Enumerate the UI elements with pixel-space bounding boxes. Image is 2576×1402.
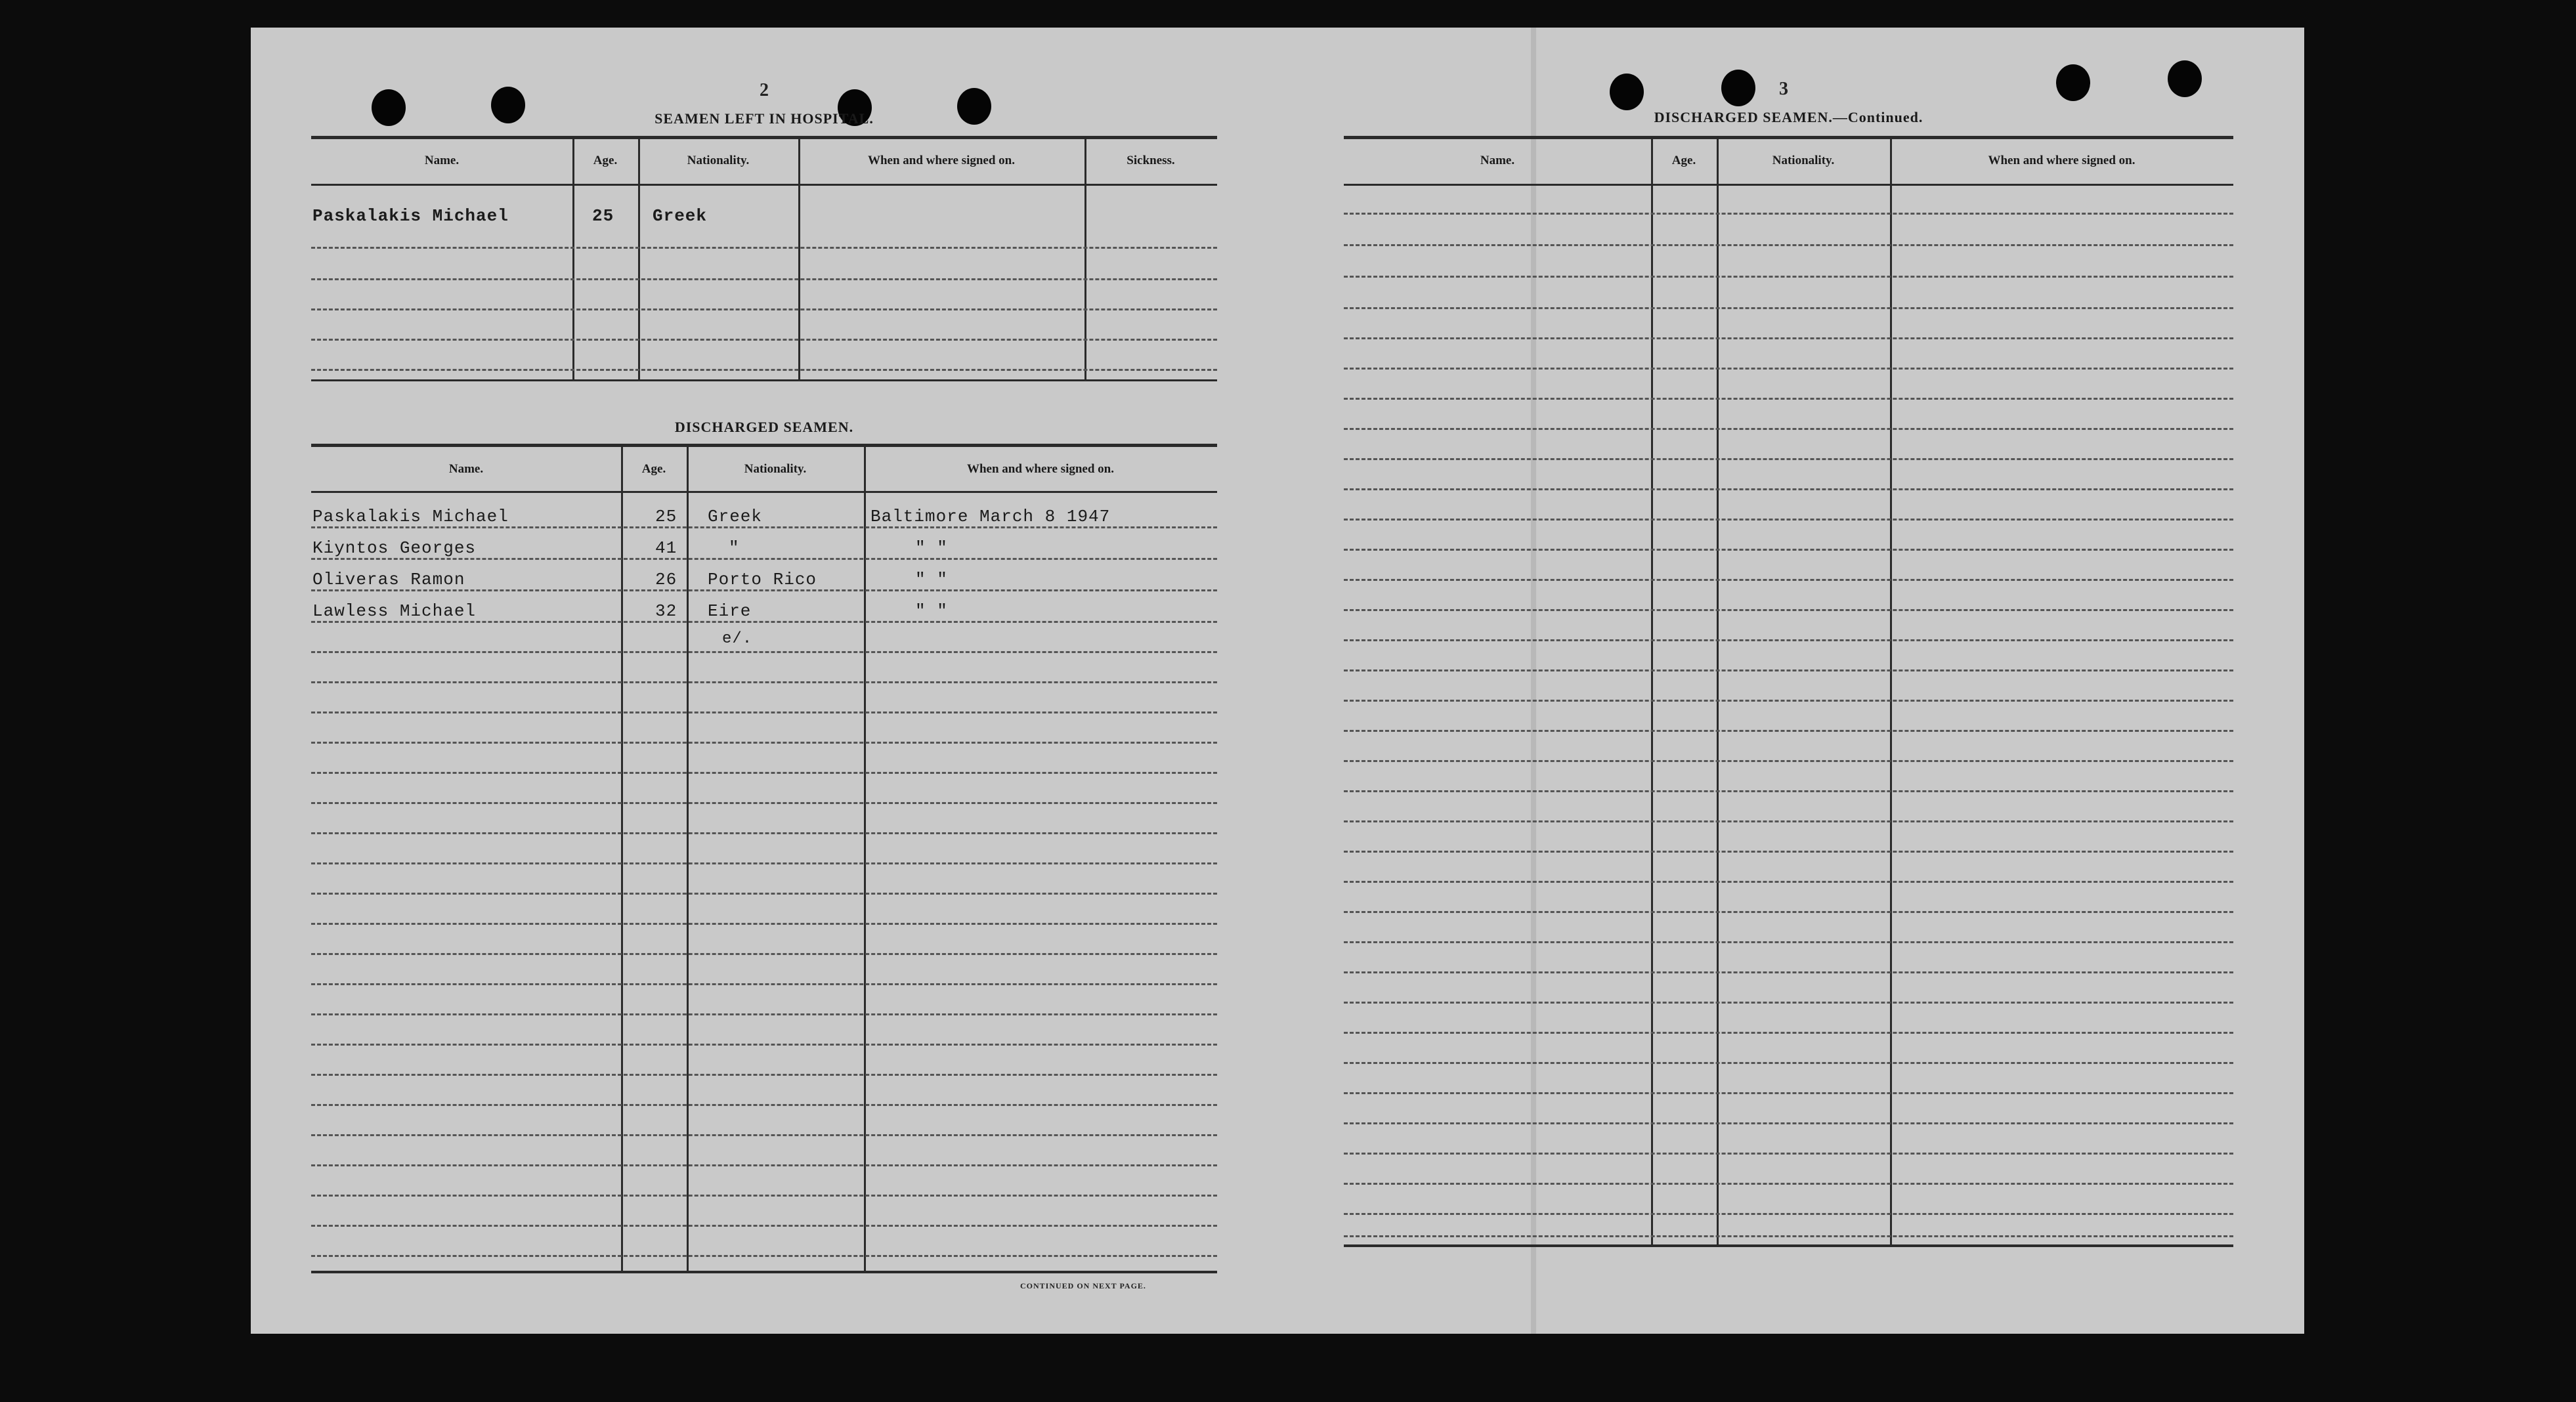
table-top-rule xyxy=(311,444,1217,447)
column-header-age: Age. xyxy=(593,154,618,167)
row-line xyxy=(1344,1235,2233,1237)
row-line xyxy=(311,1044,1217,1046)
row-line xyxy=(311,1013,1217,1015)
hospital-row-age: 25 xyxy=(592,206,614,226)
row-line xyxy=(1344,579,2233,581)
row-line xyxy=(311,712,1217,713)
page-number: 3 xyxy=(1779,79,1788,99)
table-bottom-rule xyxy=(311,1271,1217,1273)
row-line xyxy=(1344,398,2233,400)
row-line xyxy=(311,1225,1217,1227)
row-line xyxy=(311,802,1217,804)
column-header-name: Name. xyxy=(448,462,484,476)
row-line xyxy=(1344,941,2233,943)
column-header-signed-on: When and where signed on. xyxy=(867,154,1015,167)
row-line xyxy=(311,893,1217,895)
table-top-rule xyxy=(311,136,1217,139)
discharged-row-age: 41 xyxy=(655,538,677,558)
discharged-row-name: Paskalakis Michael xyxy=(312,507,509,526)
discharged-row-age: 26 xyxy=(655,570,677,589)
column-divider xyxy=(1651,139,1653,1244)
table-bottom-rule xyxy=(311,379,1217,381)
row-line xyxy=(1344,549,2233,551)
row-line xyxy=(311,558,1217,560)
row-line xyxy=(311,742,1217,744)
row-line xyxy=(1344,881,2233,883)
discharged-row-nationality: Eire xyxy=(708,601,752,621)
discharged-row-nationality: Porto Rico xyxy=(708,570,817,589)
discharged-row-name: Lawless Michael xyxy=(312,601,477,621)
hospital-section-title: SEAMEN LEFT IN HOSPITAL. xyxy=(655,110,874,127)
row-line xyxy=(1344,700,2233,702)
column-header-nationality: Nationality. xyxy=(1772,154,1835,167)
row-line xyxy=(311,526,1217,528)
table-bottom-rule xyxy=(1344,1244,2233,1247)
discharged-row-nationality: " xyxy=(729,538,740,558)
row-line xyxy=(311,589,1217,591)
row-line xyxy=(1344,971,2233,973)
row-line xyxy=(311,278,1217,280)
row-line xyxy=(1344,307,2233,309)
row-line xyxy=(1344,730,2233,732)
row-line xyxy=(1344,1122,2233,1124)
row-line xyxy=(311,1255,1217,1257)
row-line xyxy=(311,247,1217,249)
document-scan xyxy=(251,28,2304,1334)
row-line xyxy=(311,651,1217,653)
column-header-nationality: Nationality. xyxy=(744,462,807,476)
row-line xyxy=(1344,609,2233,611)
row-line xyxy=(1344,244,2233,246)
right-page xyxy=(1344,28,2233,1334)
column-divider xyxy=(687,447,689,1271)
column-divider xyxy=(572,139,574,379)
row-line xyxy=(1344,276,2233,278)
row-line xyxy=(1344,213,2233,215)
discharged-row-age: 25 xyxy=(655,507,677,526)
row-line xyxy=(1344,1183,2233,1185)
row-line xyxy=(311,772,1217,774)
row-line xyxy=(1344,851,2233,853)
column-divider xyxy=(1717,139,1719,1244)
row-line xyxy=(1344,1032,2233,1034)
row-line xyxy=(311,308,1217,310)
row-line xyxy=(311,862,1217,864)
column-divider xyxy=(864,447,866,1271)
continued-note: CONTINUED ON NEXT PAGE. xyxy=(1020,1281,1146,1290)
row-line xyxy=(1344,820,2233,822)
row-line xyxy=(311,983,1217,985)
row-line xyxy=(311,1195,1217,1197)
row-line xyxy=(1344,669,2233,671)
row-line xyxy=(311,1164,1217,1166)
column-header-age: Age. xyxy=(1671,154,1696,167)
column-divider xyxy=(638,139,640,379)
header-rule xyxy=(311,184,1217,186)
column-divider xyxy=(798,139,800,379)
discharged-row-name: Kiyntos Georges xyxy=(312,538,477,558)
left-page xyxy=(311,28,1217,1334)
row-line xyxy=(1344,1213,2233,1215)
hospital-row-nationality: Greek xyxy=(653,206,708,226)
row-line xyxy=(1344,368,2233,370)
column-header-signed-on: When and where signed on. xyxy=(1988,154,2136,167)
row-line xyxy=(311,369,1217,371)
column-divider xyxy=(1890,139,1892,1244)
column-header-sickness: Sickness. xyxy=(1127,154,1175,167)
row-line xyxy=(1344,1002,2233,1004)
discharged-row-signed-on: " " xyxy=(915,538,948,558)
row-line xyxy=(311,953,1217,955)
column-header-name: Name. xyxy=(1480,154,1515,167)
row-line xyxy=(1344,790,2233,792)
column-header-signed-on: When and where signed on. xyxy=(966,462,1114,476)
row-line xyxy=(1344,760,2233,762)
column-header-name: Name. xyxy=(424,154,460,167)
row-line xyxy=(311,1134,1217,1136)
column-header-age: Age. xyxy=(641,462,666,476)
row-line xyxy=(1344,911,2233,913)
row-line xyxy=(1344,519,2233,520)
right-section-title: DISCHARGED SEAMEN.—Continued. xyxy=(1654,109,1923,125)
row-line xyxy=(1344,337,2233,339)
row-line xyxy=(1344,1062,2233,1064)
row-line xyxy=(311,681,1217,683)
column-divider xyxy=(621,447,623,1271)
row-line xyxy=(1344,428,2233,430)
header-rule xyxy=(311,491,1217,493)
discharged-row-signed-on: " " xyxy=(915,601,948,621)
table-top-rule xyxy=(1344,136,2233,139)
discharged-row-nationality: Greek xyxy=(708,507,763,526)
row-line xyxy=(311,1104,1217,1106)
handwritten-mark: e/. xyxy=(722,630,753,648)
discharged-row-signed-on: Baltimore March 8 1947 xyxy=(870,507,1111,526)
header-rule xyxy=(1344,184,2233,186)
page-number: 2 xyxy=(760,80,769,100)
hospital-row-name: Paskalakis Michael xyxy=(312,206,509,226)
column-divider xyxy=(1084,139,1086,379)
discharged-row-age: 32 xyxy=(655,601,677,621)
row-line xyxy=(311,832,1217,834)
row-line xyxy=(311,1074,1217,1076)
column-header-nationality: Nationality. xyxy=(687,154,750,167)
row-line xyxy=(1344,1153,2233,1155)
row-line xyxy=(1344,488,2233,490)
row-line xyxy=(1344,1092,2233,1094)
discharged-row-name: Oliveras Ramon xyxy=(312,570,465,589)
row-line xyxy=(311,339,1217,341)
row-line xyxy=(1344,639,2233,641)
discharged-row-signed-on: " " xyxy=(915,570,948,589)
row-line xyxy=(311,923,1217,925)
row-line xyxy=(311,621,1217,623)
row-line xyxy=(1344,458,2233,460)
discharged-section-title: DISCHARGED SEAMEN. xyxy=(674,419,854,435)
